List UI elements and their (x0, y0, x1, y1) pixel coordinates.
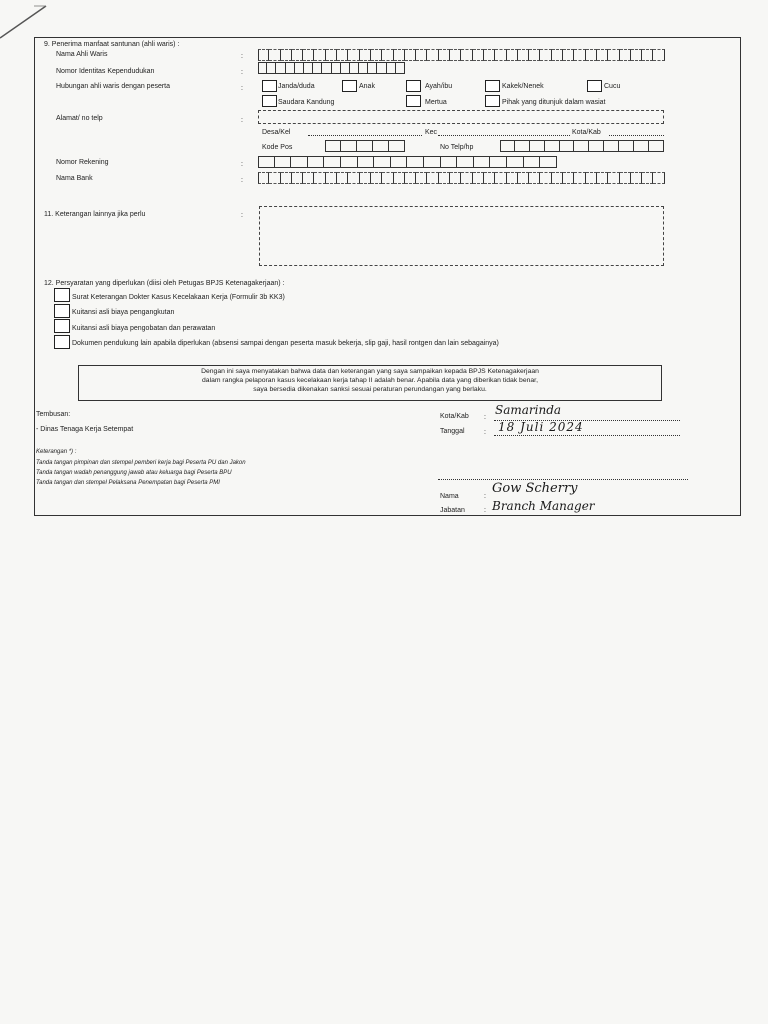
char-box[interactable] (360, 172, 371, 184)
option-saudara-kandung: Saudara Kandung (278, 99, 335, 106)
char-box[interactable] (258, 172, 269, 184)
char-box[interactable] (391, 156, 408, 168)
nik-boxes[interactable] (258, 62, 405, 74)
char-box[interactable] (620, 49, 631, 61)
char-box[interactable] (303, 49, 314, 61)
char-box[interactable] (518, 172, 529, 184)
char-box[interactable] (484, 49, 495, 61)
nama-ahli-waris-label: Nama Ahli Waris (56, 51, 108, 58)
char-box[interactable] (303, 172, 314, 184)
alamat-label: Alamat/ no telp (56, 115, 103, 122)
char-box[interactable] (507, 172, 518, 184)
char-box[interactable] (304, 62, 313, 74)
char-box[interactable] (574, 49, 585, 61)
char-box[interactable] (586, 172, 597, 184)
char-box[interactable] (427, 172, 438, 184)
char-box[interactable] (341, 140, 357, 152)
kode-pos-boxes[interactable] (325, 140, 405, 152)
char-box[interactable] (473, 49, 484, 61)
checkbox-mertua[interactable] (406, 95, 421, 107)
form-page (34, 37, 741, 516)
colon: : (241, 69, 243, 76)
nomor-rekening-boxes[interactable] (258, 156, 557, 168)
char-box[interactable] (416, 172, 427, 184)
char-box[interactable] (589, 140, 604, 152)
char-box[interactable] (292, 49, 303, 61)
char-box[interactable] (439, 49, 450, 61)
char-box[interactable] (515, 140, 530, 152)
char-box[interactable] (507, 49, 518, 61)
char-box[interactable] (281, 49, 292, 61)
kota-kab-label: Kota/Kab (572, 129, 601, 136)
char-box[interactable] (608, 49, 619, 61)
nama-sign-label: Nama (440, 493, 459, 500)
char-box[interactable] (450, 172, 461, 184)
char-box[interactable] (377, 62, 386, 74)
option-mertua: Mertua (425, 99, 447, 106)
char-box[interactable] (619, 140, 634, 152)
char-box[interactable] (348, 172, 359, 184)
char-box[interactable] (258, 62, 267, 74)
checkbox-req-1[interactable] (54, 288, 70, 302)
char-box[interactable] (490, 156, 507, 168)
char-box[interactable] (325, 140, 341, 152)
signature-line (438, 479, 688, 480)
char-box[interactable] (620, 172, 631, 184)
char-box[interactable] (530, 140, 545, 152)
char-box[interactable] (552, 172, 563, 184)
char-box[interactable] (337, 172, 348, 184)
char-box[interactable] (540, 156, 557, 168)
char-box[interactable] (389, 140, 405, 152)
kec-label: Kec (425, 129, 438, 136)
colon: : (241, 177, 243, 184)
declaration-line-1: Dengan ini saya menyatakan bahwa data dan keterangan yang saya sampaikan kepada BPJS Ketenagakerjaan (201, 368, 539, 375)
checkbox-pihak-wasiat[interactable] (485, 95, 500, 107)
char-box[interactable] (507, 156, 524, 168)
no-telp-label: No Telp/hp (440, 144, 474, 151)
char-box[interactable] (597, 172, 608, 184)
char-box[interactable] (424, 156, 441, 168)
checkbox-saudara-kandung[interactable] (262, 95, 277, 107)
char-box[interactable] (396, 62, 405, 74)
char-box[interactable] (529, 49, 540, 61)
char-box[interactable] (314, 49, 325, 61)
char-box[interactable] (295, 62, 304, 74)
char-box[interactable] (360, 49, 371, 61)
char-box[interactable] (405, 49, 416, 61)
req-item-4: Dokumen pendukung lain apabila diperlukan (absensi sampai dengan peserta masuk bekerja, slip gaji, hasil rontgen dan lain sebagainya) (72, 340, 499, 347)
tanggal-label: Tanggal (440, 428, 465, 435)
char-box[interactable] (332, 62, 341, 74)
colon: : (241, 161, 243, 168)
char-box[interactable] (461, 172, 472, 184)
colon: : (484, 507, 486, 514)
colon: : (241, 117, 243, 124)
char-box[interactable] (563, 49, 574, 61)
char-box[interactable] (649, 140, 664, 152)
char-box[interactable] (357, 140, 373, 152)
checkbox-req-2[interactable] (54, 304, 70, 318)
char-box[interactable] (281, 172, 292, 184)
char-box[interactable] (524, 156, 541, 168)
jabatan-value: Branch Manager (492, 499, 595, 513)
checkbox-kakek-nenek[interactable] (485, 80, 500, 92)
checkbox-ayah-ibu[interactable] (406, 80, 421, 92)
char-box[interactable] (373, 140, 389, 152)
nomor-identitas-label: Nomor Identitas Kependudukan (56, 68, 155, 75)
char-box[interactable] (608, 172, 619, 184)
declaration-box (78, 365, 662, 401)
section11-label: 11. Keterangan lainnya jika perlu (44, 211, 146, 218)
checkbox-janda-duda[interactable] (262, 80, 277, 92)
char-box[interactable] (359, 62, 368, 74)
char-box[interactable] (560, 140, 575, 152)
colon: : (484, 493, 486, 500)
keterangan-label: Keterangan *) : (36, 449, 77, 455)
req-item-2: Kuitansi asli biaya pengangkutan (72, 309, 175, 316)
colon: : (484, 429, 486, 436)
tanggal-line (494, 435, 680, 436)
char-box[interactable] (597, 49, 608, 61)
kode-pos-label: Kode Pos (262, 144, 293, 151)
char-box[interactable] (631, 49, 642, 61)
char-box[interactable] (427, 49, 438, 61)
char-box[interactable] (461, 49, 472, 61)
char-box[interactable] (337, 49, 348, 61)
char-box[interactable] (653, 172, 664, 184)
char-box[interactable] (518, 49, 529, 61)
checkbox-req-4[interactable] (54, 335, 70, 349)
char-box[interactable] (457, 156, 474, 168)
kota-kab-sign-label: Kota/Kab (440, 413, 469, 420)
char-box[interactable] (574, 172, 585, 184)
char-box[interactable] (495, 172, 506, 184)
char-box[interactable] (326, 49, 337, 61)
note-1: Tanda tangan pimpinan dan stempel pemberi kerja bagi Peserta PU dan Jakon (36, 460, 246, 466)
option-ayah-ibu: Ayah/ibu (425, 83, 453, 90)
char-box[interactable] (552, 49, 563, 61)
char-box[interactable] (382, 49, 393, 61)
char-box[interactable] (474, 156, 491, 168)
char-box[interactable] (258, 49, 269, 61)
kec-line[interactable] (438, 135, 570, 136)
declaration-line-3: saya bersedia dikenakan sanksi sesuai peraturan perundangan yang berlaku. (253, 386, 487, 393)
char-box[interactable] (439, 172, 450, 184)
char-box[interactable] (407, 156, 424, 168)
char-box[interactable] (642, 49, 653, 61)
char-box[interactable] (495, 49, 506, 61)
tembusan-label: Tembusan: (36, 411, 71, 418)
note-3: Tanda tangan dan stempel Pelaksana Penempatan bagi Peserta PMI (36, 480, 220, 486)
checkbox-anak[interactable] (342, 80, 357, 92)
char-box[interactable] (276, 62, 285, 74)
char-box[interactable] (313, 62, 322, 74)
char-box[interactable] (275, 156, 292, 168)
option-pihak-wasiat: Pihak yang ditunjuk dalam wasiat (502, 99, 606, 106)
char-box[interactable] (634, 140, 649, 152)
char-box[interactable] (604, 140, 619, 152)
no-telp-boxes[interactable] (500, 140, 664, 152)
nama-bank-label: Nama Bank (56, 175, 93, 182)
char-box[interactable] (586, 49, 597, 61)
colon: : (241, 212, 243, 219)
alamat-field[interactable] (258, 110, 664, 124)
char-box[interactable] (350, 62, 359, 74)
nama-sign-value: Gow Scherry (492, 481, 578, 496)
desa-kel-label: Desa/Kel (262, 129, 291, 136)
checkbox-cucu[interactable] (587, 80, 602, 92)
char-box[interactable] (341, 156, 358, 168)
colon: : (241, 53, 243, 60)
char-box[interactable] (341, 62, 350, 74)
char-box[interactable] (358, 156, 375, 168)
char-box[interactable] (631, 172, 642, 184)
char-box[interactable] (374, 156, 391, 168)
char-box[interactable] (314, 172, 325, 184)
option-cucu: Cucu (604, 83, 621, 90)
nomor-rekening-label: Nomor Rekening (56, 159, 109, 166)
note-2: Tanda tangan wadah penanggung jawab atau keluarga bagi Peserta BPU (36, 470, 232, 476)
char-box[interactable] (574, 140, 589, 152)
option-anak: Anak (359, 83, 375, 90)
char-box[interactable] (382, 172, 393, 184)
char-box[interactable] (416, 49, 427, 61)
char-box[interactable] (326, 172, 337, 184)
char-box[interactable] (322, 62, 331, 74)
char-box[interactable] (267, 62, 276, 74)
char-box[interactable] (269, 172, 280, 184)
jabatan-label: Jabatan (440, 507, 465, 514)
nama-bank-boxes[interactable] (258, 172, 665, 184)
char-box[interactable] (324, 156, 341, 168)
char-box[interactable] (387, 62, 396, 74)
char-box[interactable] (540, 172, 551, 184)
char-box[interactable] (653, 49, 664, 61)
tanggal-value: 18 Juli 2024 (498, 420, 584, 434)
req-item-3: Kuitansi asli biaya pengobatan dan perawatan (72, 325, 216, 332)
char-box[interactable] (563, 172, 574, 184)
char-box[interactable] (292, 172, 303, 184)
section9-heading: 9. Penerima manfaat santunan (ahli waris) : (44, 41, 180, 48)
char-box[interactable] (291, 156, 308, 168)
char-box[interactable] (286, 62, 295, 74)
char-box[interactable] (545, 140, 560, 152)
req-item-1: Surat Keterangan Dokter Kasus Kecelakaan Kerja (Formulir 3b KK3) (72, 294, 285, 301)
char-box[interactable] (500, 140, 515, 152)
kota-kab-line[interactable] (609, 135, 664, 136)
colon: : (241, 85, 243, 92)
char-box[interactable] (394, 49, 405, 61)
section12-heading: 12. Persyaratan yang diperlukan (diisi oleh Petugas BPJS Ketenagakerjaan) : (44, 280, 285, 287)
keterangan-field[interactable] (259, 206, 664, 266)
char-box[interactable] (308, 156, 325, 168)
char-box[interactable] (441, 156, 458, 168)
char-box[interactable] (348, 49, 359, 61)
char-box[interactable] (258, 156, 275, 168)
char-box[interactable] (371, 172, 382, 184)
desa-kel-line[interactable] (308, 135, 422, 136)
char-box[interactable] (642, 172, 653, 184)
char-box[interactable] (529, 172, 540, 184)
checkbox-req-3[interactable] (54, 319, 70, 333)
char-box[interactable] (368, 62, 377, 74)
char-box[interactable] (450, 49, 461, 61)
char-box[interactable] (371, 49, 382, 61)
option-kakek-nenek: Kakek/Nenek (502, 83, 544, 90)
char-box[interactable] (540, 49, 551, 61)
char-box[interactable] (394, 172, 405, 184)
char-box[interactable] (484, 172, 495, 184)
nama-ahli-waris-boxes[interactable] (258, 49, 665, 61)
dinas-label: - Dinas Tenaga Kerja Setempat (36, 426, 134, 433)
char-box[interactable] (269, 49, 280, 61)
char-box[interactable] (473, 172, 484, 184)
colon: : (484, 414, 486, 421)
declaration-line-2: dalam rangka pelaporan kasus kecelakaan kerja tahap II adalah benar. Apabila data yang diberikan tidak benar, (202, 377, 538, 384)
hubungan-label: Hubungan ahli waris dengan peserta (56, 83, 171, 90)
option-janda-duda: Janda/duda (278, 83, 315, 90)
char-box[interactable] (405, 172, 416, 184)
kota-kab-value: Samarinda (495, 403, 562, 417)
